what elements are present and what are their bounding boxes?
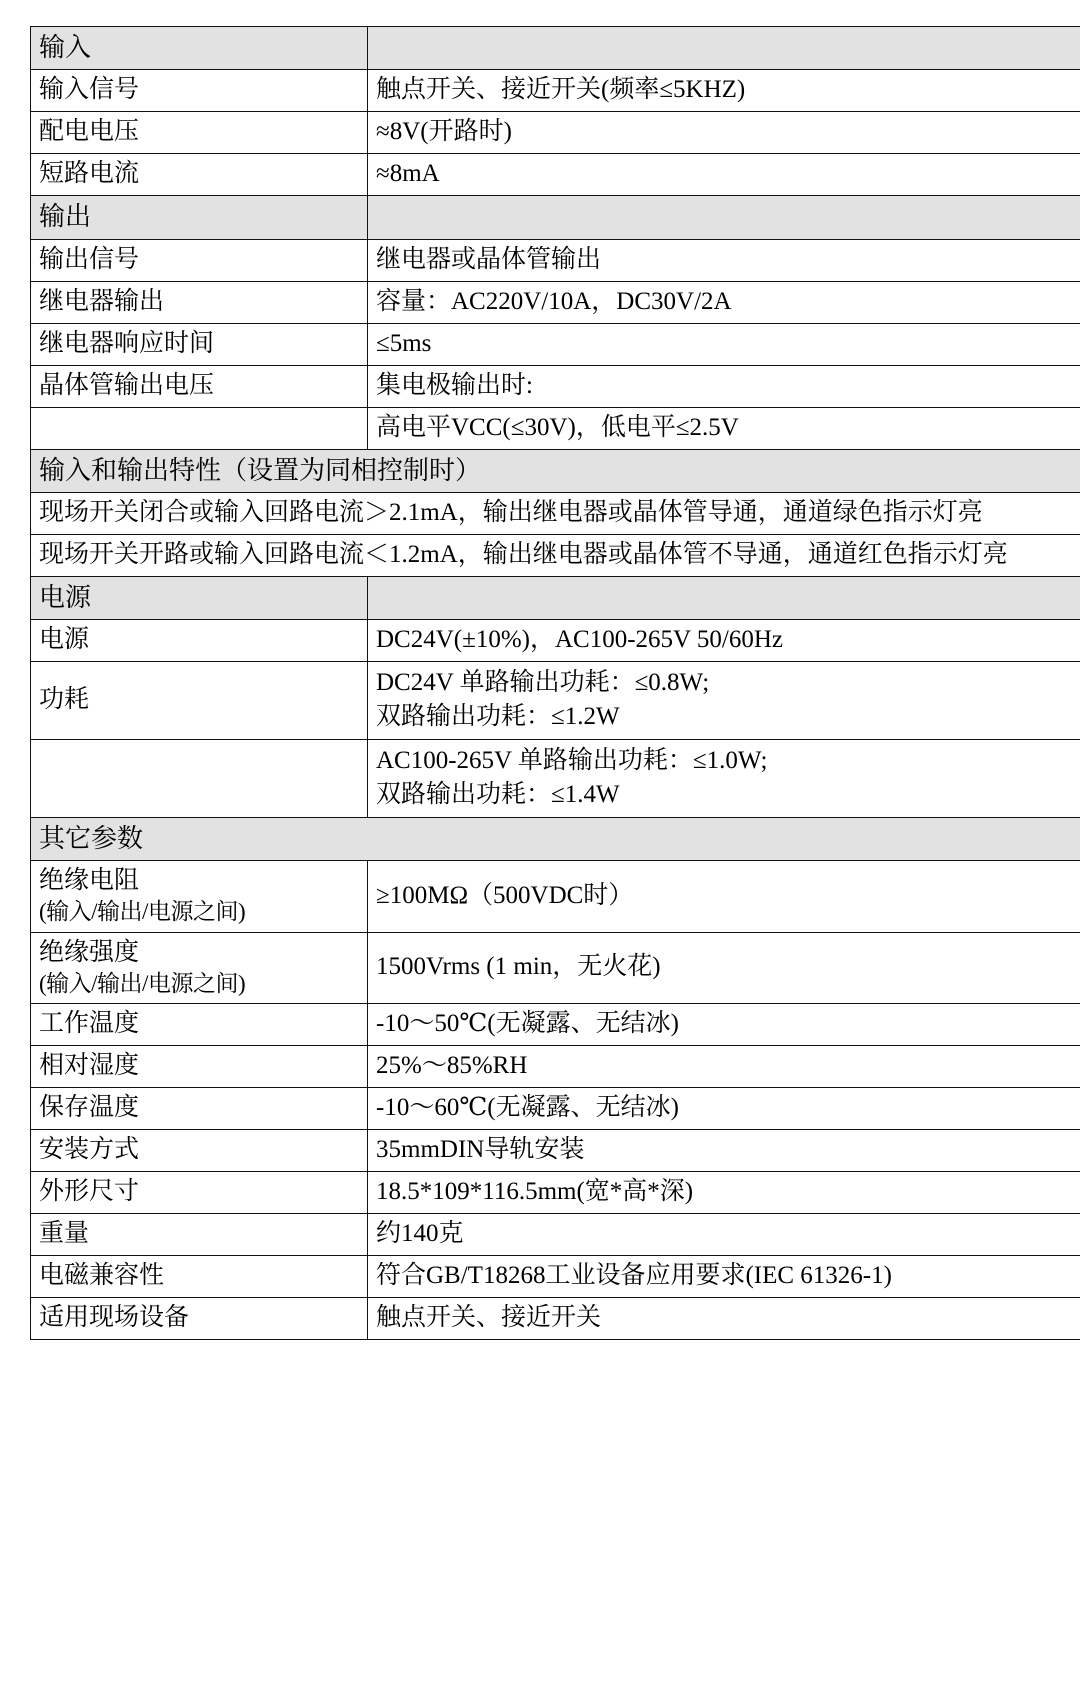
table-row — [31, 70, 1080, 112]
row-label: 继电器响应时间 — [31, 323, 368, 365]
table-row — [31, 27, 1080, 70]
row-value: ≥100MΩ（500VDC时） — [368, 861, 1080, 932]
row-label — [31, 740, 368, 818]
row-value: -10～50℃(无凝露、无结冰) — [368, 1004, 1080, 1046]
row-value: 约140克 — [368, 1214, 1080, 1256]
section-header: 其它参数 — [31, 818, 1080, 861]
row-value — [368, 196, 1080, 239]
table-row — [31, 154, 1080, 196]
table-row — [31, 1172, 1080, 1214]
row-label: 相对湿度 — [31, 1046, 368, 1088]
row-value: 现场开关开路或输入回路电流＜1.2mA，输出继电器或晶体管不导通，通道红色指示灯亮 — [31, 534, 1080, 576]
row-label: 配电电压 — [31, 112, 368, 154]
row-label — [31, 407, 368, 449]
table-row — [31, 1004, 1080, 1046]
row-label: 电磁兼容性 — [31, 1256, 368, 1298]
row-label-sub: (输入/输出/电源之间) — [39, 970, 246, 996]
table-row — [31, 365, 1080, 407]
row-label: 适用现场设备 — [31, 1298, 368, 1340]
row-value: ≤5ms — [368, 323, 1080, 365]
row-value — [368, 662, 1080, 740]
row-value: 继电器或晶体管输出 — [368, 239, 1080, 281]
row-label: 保存温度 — [31, 1088, 368, 1130]
row-label-main: 绝缘强度 — [39, 938, 140, 966]
table-row — [31, 818, 1080, 861]
row-label: 输入 — [31, 27, 368, 70]
table-row — [31, 492, 1080, 534]
table-row — [31, 196, 1080, 239]
section-header: 输入和输出特性（设置为同相控制时） — [31, 449, 1080, 492]
table-row — [31, 1298, 1080, 1340]
row-value: 25%～85%RH — [368, 1046, 1080, 1088]
row-label: 电源 — [31, 576, 368, 619]
row-label: 输出 — [31, 196, 368, 239]
row-value: 18.5*109*116.5mm(宽*高*深) — [368, 1172, 1080, 1214]
row-label: 继电器输出 — [31, 281, 368, 323]
specification-table — [30, 26, 1080, 1340]
row-label — [31, 932, 368, 1003]
table-row — [31, 932, 1080, 1003]
row-value: 触点开关、接近开关(频率≤5KHZ) — [368, 70, 1080, 112]
table-row — [31, 662, 1080, 740]
table-row — [31, 407, 1080, 449]
table-row — [31, 861, 1080, 932]
row-label: 重量 — [31, 1214, 368, 1256]
table-row — [31, 323, 1080, 365]
row-value: 35mmDIN导轨安装 — [368, 1130, 1080, 1172]
row-value: ≈8V(开路时) — [368, 112, 1080, 154]
row-label: 外形尺寸 — [31, 1172, 368, 1214]
row-value: 容量：AC220V/10A，DC30V/2A — [368, 281, 1080, 323]
table-row — [31, 576, 1080, 619]
table-row — [31, 1130, 1080, 1172]
row-value — [368, 576, 1080, 619]
row-value — [368, 740, 1080, 818]
row-label — [31, 861, 368, 932]
table-row — [31, 740, 1080, 818]
row-label: 输入信号 — [31, 70, 368, 112]
row-value: DC24V(±10%)，AC100-265V 50/60Hz — [368, 620, 1080, 662]
row-label: 安装方式 — [31, 1130, 368, 1172]
table-row — [31, 620, 1080, 662]
table-row — [31, 1214, 1080, 1256]
row-label: 短路电流 — [31, 154, 368, 196]
row-label: 电源 — [31, 620, 368, 662]
row-value: -10～60℃(无凝露、无结冰) — [368, 1088, 1080, 1130]
table-row — [31, 239, 1080, 281]
row-label: 输出信号 — [31, 239, 368, 281]
row-value: 现场开关闭合或输入回路电流＞2.1mA，输出继电器或晶体管导通，通道绿色指示灯亮 — [31, 492, 1080, 534]
value-line-1: AC100-265V 单路输出功耗：≤1.0W; — [376, 747, 768, 775]
row-label-sub: (输入/输出/电源之间) — [39, 899, 246, 925]
row-label-main: 绝缘电阻 — [39, 867, 140, 895]
table-row — [31, 1088, 1080, 1130]
value-line-2: 双路输出功耗：≤1.4W — [376, 781, 620, 809]
row-value: 触点开关、接近开关 — [368, 1298, 1080, 1340]
value-line-2: 双路输出功耗：≤1.2W — [376, 703, 620, 731]
table-row — [31, 1046, 1080, 1088]
row-value: ≈8mA — [368, 154, 1080, 196]
row-value — [368, 27, 1080, 70]
row-label: 工作温度 — [31, 1004, 368, 1046]
row-value: 集电极输出时: — [368, 365, 1080, 407]
row-value: 1500Vrms (1 min，无火花) — [368, 932, 1080, 1003]
table-row — [31, 281, 1080, 323]
row-value: 高电平VCC(≤30V)，低电平≤2.5V — [368, 407, 1080, 449]
row-value: 符合GB/T18268工业设备应用要求(IEC 61326-1) — [368, 1256, 1080, 1298]
row-label: 晶体管输出电压 — [31, 365, 368, 407]
table-row — [31, 449, 1080, 492]
value-line-1: DC24V 单路输出功耗：≤0.8W; — [376, 669, 710, 697]
table-row — [31, 534, 1080, 576]
row-label: 功耗 — [31, 662, 368, 740]
table-row — [31, 112, 1080, 154]
table-row — [31, 1256, 1080, 1298]
